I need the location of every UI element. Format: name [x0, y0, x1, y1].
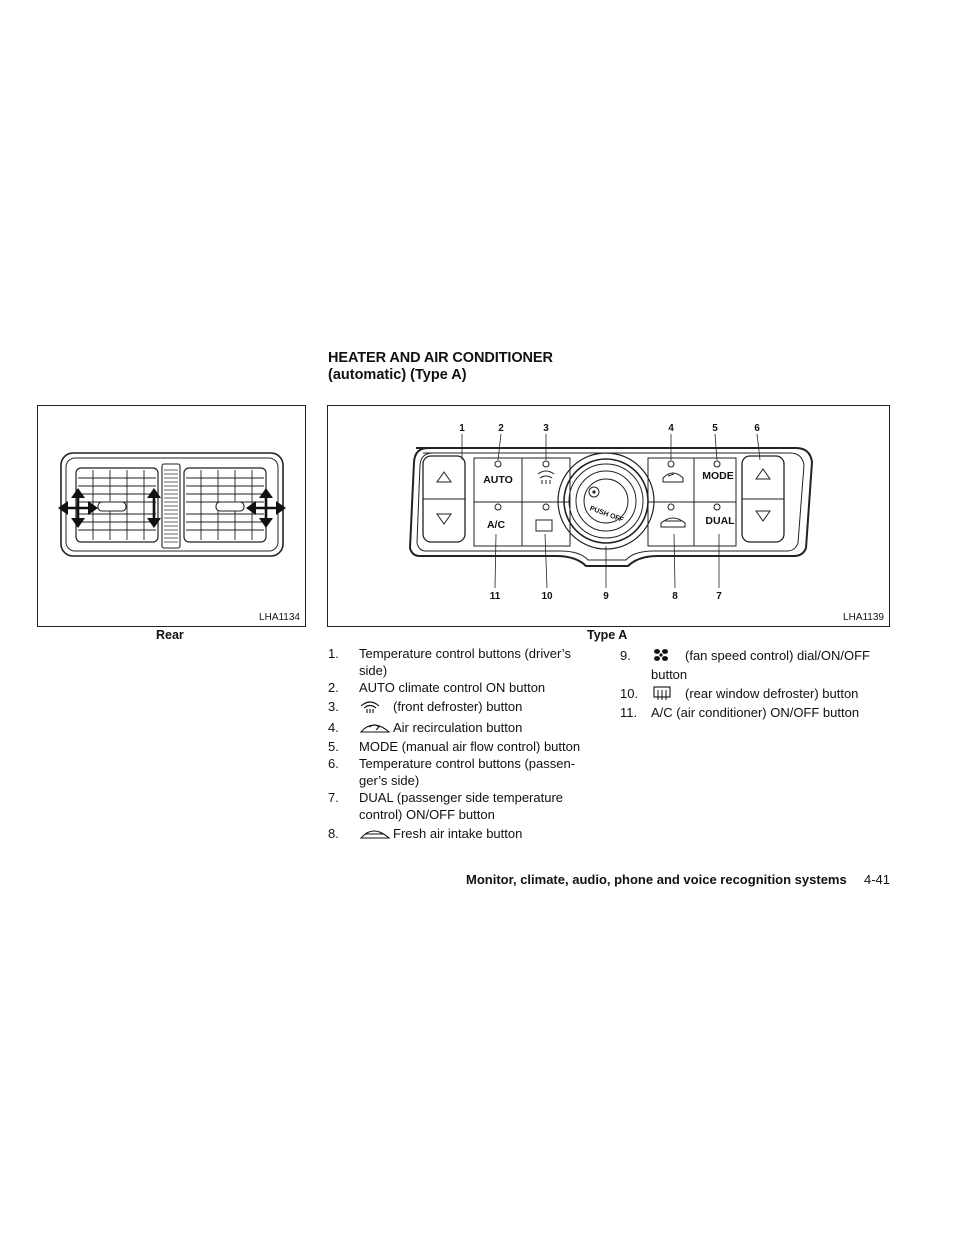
fan-icon [651, 648, 685, 666]
list-item: 9. (fan speed control) dial/ON/OFF button [620, 648, 870, 682]
rear-vent-illustration [38, 406, 305, 626]
callout-bottom-8: 8 [672, 591, 678, 602]
callout-top-1: 1 [459, 423, 465, 434]
callout-bottom-10: 10 [541, 591, 553, 602]
list-item: 3. (front defroster) button [328, 698, 590, 717]
callout-bottom-9: 9 [603, 591, 609, 602]
callout-bottom-7: 7 [716, 591, 722, 602]
list-item: 10. (rear window defroster) button [620, 685, 890, 704]
front-defroster-icon [359, 699, 393, 717]
control-panel-figure [327, 405, 890, 627]
list-item: 5. MODE (manual air flow control) button [328, 739, 581, 754]
auto-button-label: AUTO [483, 474, 513, 486]
rear-defroster-icon [651, 686, 685, 704]
rear-vent-figure [37, 405, 306, 627]
callout-top-6: 6 [754, 423, 760, 434]
list-item: 2. AUTO climate control ON button [328, 680, 546, 695]
callout-top-2: 2 [498, 423, 504, 434]
mode-button-label: MODE [702, 470, 734, 482]
callout-top-4: 4 [668, 423, 674, 434]
figure-caption-rear: Rear [156, 628, 184, 642]
figure-caption-type-a: Type A [587, 628, 628, 642]
page-number: 4-41 [863, 872, 890, 887]
ac-button-label: A/C [486, 519, 506, 531]
dial-label: PUSH OFF [588, 505, 625, 524]
dual-button-label: DUAL [705, 515, 735, 527]
list-item: 1. Temperature control buttons (driver’s side) [328, 646, 571, 678]
fresh-air-intake-icon [359, 826, 393, 844]
section-subtitle: (automatic) (Type A) [328, 367, 467, 383]
figure-code: LHA1139 [843, 612, 884, 623]
callout-top-3: 3 [543, 423, 549, 434]
section-title: HEATER AND AIR CONDITIONER [328, 350, 553, 366]
air-recirculation-icon [359, 720, 393, 738]
list-item: 8. Fresh air intake button [328, 825, 590, 844]
list-item: 7. DUAL (passenger side temperature control) ON/OFF button [328, 790, 564, 822]
control-panel-illustration [328, 406, 889, 626]
figure-code: LHA1134 [259, 612, 300, 623]
callout-bottom-11: 11 [489, 591, 501, 602]
button-list-left [328, 645, 590, 844]
list-item: 11. A/C (air conditioner) ON/OFF button [620, 705, 860, 720]
button-list-right [620, 647, 890, 721]
page-footer [466, 872, 890, 887]
footer-section-title: Monitor, climate, audio, phone and voice recognition systems [466, 872, 847, 887]
list-item: 6. Temperature control buttons (passen-ger’s side) [328, 756, 576, 788]
list-item: 4. Air recirculation button [328, 719, 590, 738]
callout-top-5: 5 [712, 423, 718, 434]
